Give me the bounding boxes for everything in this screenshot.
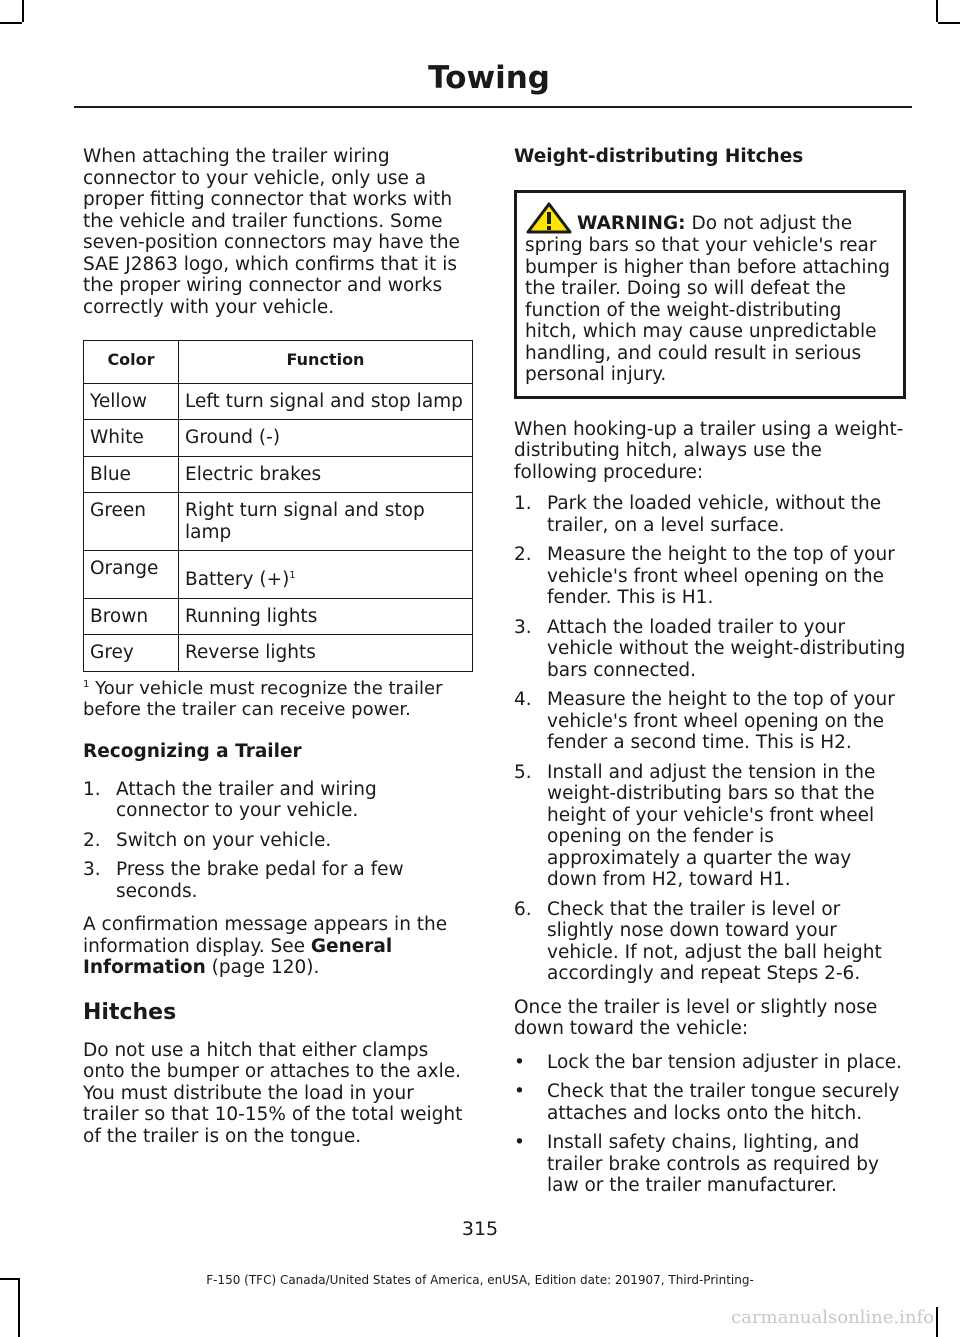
warning-label: WARNING:	[577, 213, 686, 234]
procedure-intro: When hooking-up a trailer using a weight-distributing hitch, always use the following procedure:	[514, 418, 904, 483]
confirmation-page-ref: (page 120).	[205, 957, 320, 979]
bullet-mark: •	[514, 1081, 525, 1102]
wiring-table	[83, 340, 473, 672]
right-column	[514, 146, 906, 1209]
bullet-mark: •	[514, 1051, 525, 1073]
step-text: Park the loaded vehicle, without the trailer, on a level surface.	[547, 493, 882, 536]
warning-triangle-icon	[525, 201, 575, 235]
watermark: carmanualsonline.info	[731, 1307, 934, 1328]
bullet-text: Lock the bar tension adjuster in place.	[547, 1051, 903, 1073]
crop-mark	[0, 22, 22, 24]
hitches-heading: Hitches	[83, 999, 177, 1025]
table-row	[84, 493, 473, 551]
confirmation-paragraph	[83, 914, 475, 979]
table-row	[84, 420, 473, 457]
footnote-ref: 1	[289, 570, 296, 581]
level-intro: Once the trailer is level or slightly nose down toward the vehicle:	[514, 996, 878, 1039]
table-header-function: Function	[179, 341, 473, 384]
list-item	[83, 830, 475, 852]
step-text: Install and adjust the tension in the weight-distributing bars so that the height of your vehicle's front wheel opening on the fender is approximately a quarter the way down from H2, toward H1.	[547, 761, 876, 890]
step-number: 1.	[83, 778, 101, 800]
list-item	[83, 779, 475, 822]
list-item	[514, 617, 906, 682]
step-text: Measure the height to the top of your vehicle's front wheel opening on the fender a second time. This is H2.	[547, 689, 895, 753]
step-text: Switch on your vehicle.	[116, 829, 332, 851]
table-cell-function	[179, 551, 473, 599]
table-footnote	[83, 674, 475, 721]
table-cell-function: Right turn signal and stop lamp	[179, 493, 473, 551]
step-text: Attach the trailer and wiring connector to your vehicle.	[116, 778, 377, 822]
list-item	[514, 1132, 906, 1197]
bullet-mark: •	[514, 1132, 525, 1153]
final-checks-list	[514, 1052, 906, 1197]
step-text: Check that the trailer is level or slightly nose down toward your vehicle. If not, adjust the ball height accordingly and repeat Steps 2-6.	[547, 898, 882, 984]
list-item	[514, 899, 906, 985]
warning-text: Do not adjust the spring bars so that your vehicle's rear bumper is higher than before attaching the trailer. Doing so will defeat the function of the weight-distributing hitch, which may cause unpredictable handling, and could result in serious personal injury.	[525, 213, 890, 385]
list-item	[514, 493, 906, 536]
step-number: 2.	[83, 829, 101, 851]
page-title: Towing	[428, 60, 550, 96]
step-number: 1.	[514, 493, 532, 514]
table-cell-function: Left turn signal and stop lamp	[179, 383, 473, 420]
intro-paragraph: When attaching the trailer wiring connector to your vehicle, only use a proper fitting connector that works with the vehicle and trailer functions. Some seven-position connectors may have the SAE J2863 logo, which confirms that it is the proper wiring connector and works correctly with your vehicle.	[83, 146, 460, 318]
step-number: 5.	[514, 761, 532, 783]
list-item	[514, 762, 906, 891]
table-cell-function: Electric brakes	[179, 456, 473, 493]
bullet-text: Install safety chains, lighting, and trailer brake controls as required by law or the trailer manufacturer.	[547, 1132, 879, 1196]
crop-mark	[22, 0, 24, 22]
table-cell-color: Yellow	[84, 383, 179, 420]
step-number: 3.	[514, 616, 532, 638]
table-cell-function: Reverse lights	[179, 635, 473, 672]
table-cell-color: White	[84, 420, 179, 457]
header-rule	[74, 106, 912, 108]
table-cell-function: Running lights	[179, 598, 473, 635]
recognizing-heading: Recognizing a Trailer	[83, 740, 302, 762]
edition-footer: F-150 (TFC) Canada/United States of America, enUSA, Edition date: 201907, Third-Printing-	[206, 1273, 754, 1287]
step-text: Attach the loaded trailer to your vehicle without the weight-distributing bars connected.	[547, 616, 906, 681]
list-item	[514, 1052, 906, 1074]
footnote-text: Your vehicle must recognize the trailer before the trailer can receive power.	[83, 677, 443, 721]
step-number: 6.	[514, 898, 532, 920]
table-header-row	[84, 341, 473, 384]
left-column	[83, 146, 475, 1147]
procedure-steps	[514, 493, 906, 985]
general-information-link[interactable]: General Information	[83, 935, 393, 979]
crop-mark	[938, 22, 960, 24]
weight-distributing-heading: Weight-distributing Hitches	[514, 146, 804, 167]
table-cell-color: Green	[84, 493, 179, 551]
table-row	[84, 383, 473, 420]
table-cell-function: Ground (-)	[179, 420, 473, 457]
table-cell-color: Blue	[84, 456, 179, 493]
table-header-color: Color	[84, 341, 179, 384]
list-item	[514, 689, 906, 754]
table-row	[84, 635, 473, 672]
step-text: Measure the height to the top of your vehicle's front wheel opening on the fender. This is H1.	[547, 544, 895, 608]
footnote-marker: 1	[83, 678, 90, 690]
step-number: 2.	[514, 544, 532, 565]
crop-mark	[936, 0, 938, 22]
table-cell-color: Brown	[84, 598, 179, 635]
table-row	[84, 456, 473, 493]
table-cell-color: Orange	[84, 551, 179, 599]
bullet-text: Check that the trailer tongue securely attaches and locks onto the hitch.	[547, 1081, 900, 1124]
page-number: 315	[461, 1218, 499, 1240]
recognizing-steps	[83, 779, 475, 903]
list-item	[514, 1081, 906, 1124]
table-cell-color: Grey	[84, 635, 179, 672]
confirmation-text: A confirmation message appears in the information display. See	[83, 914, 448, 957]
table-row	[84, 551, 473, 599]
warning-box	[514, 190, 906, 399]
hitches-paragraph: Do not use a hitch that either clamps onto the bumper or attaches to the axle. You must distribute the load in your trailer so that 10-15% of the total weight of the trailer is on the tongue.	[83, 1039, 463, 1147]
list-item	[83, 859, 475, 902]
step-text: Press the brake pedal for a few seconds.	[116, 859, 404, 902]
step-number: 4.	[514, 689, 532, 710]
crop-mark	[936, 1307, 938, 1337]
list-item	[514, 544, 906, 609]
step-number: 3.	[83, 859, 101, 881]
table-row	[84, 598, 473, 635]
warning-paragraph	[525, 201, 895, 386]
table-cell-function-text: Battery (+)	[185, 569, 290, 591]
